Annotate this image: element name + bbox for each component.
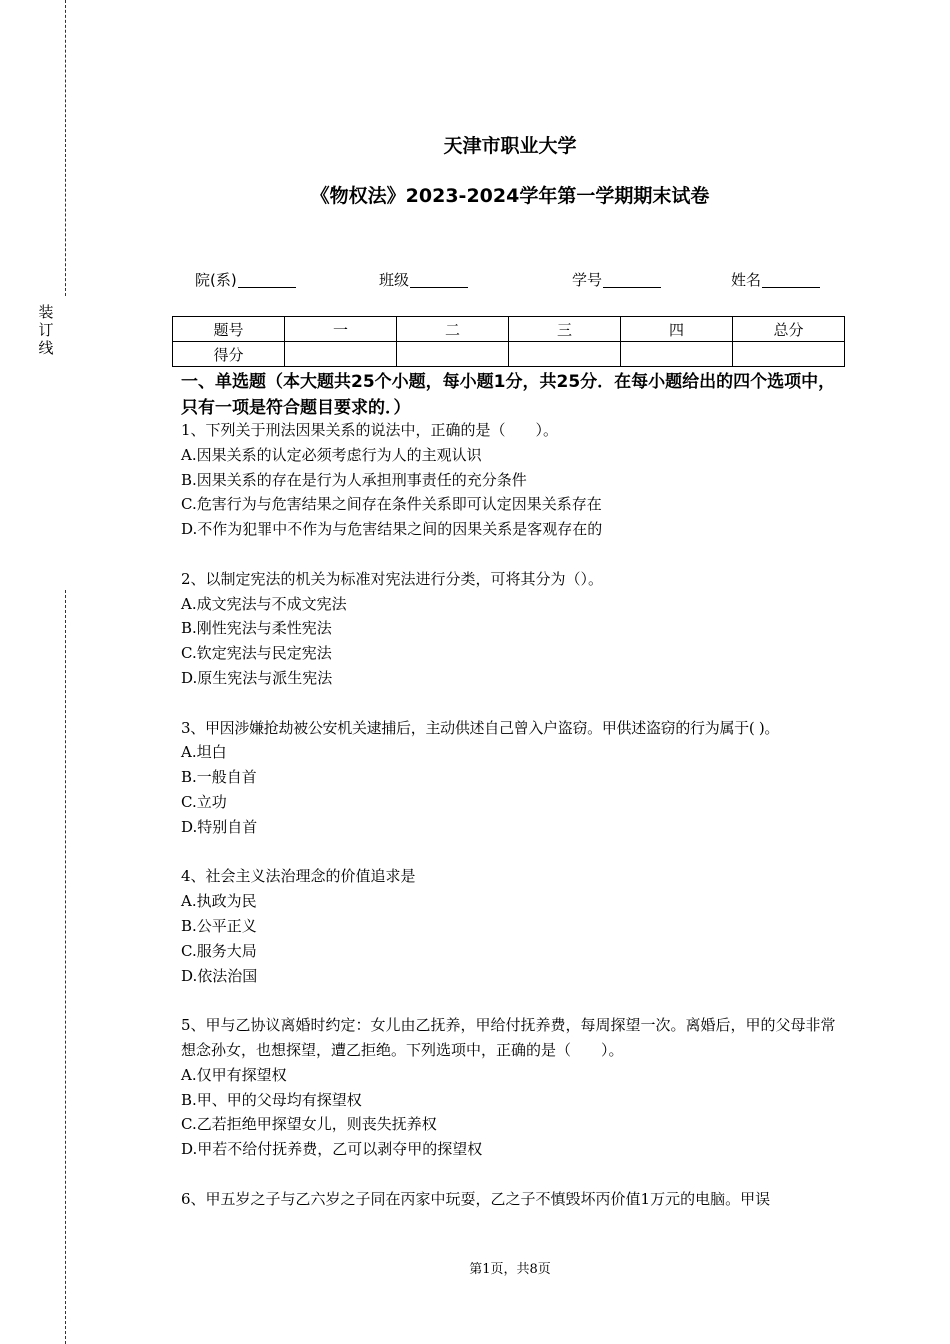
score-cell[interactable]	[509, 342, 621, 367]
option-a[interactable]: A.坦白	[181, 743, 227, 762]
option-c[interactable]: C.服务大局	[181, 941, 257, 960]
question-stem: 6、甲五岁之子与乙六岁之子同在丙家中玩耍，乙之子不慎毁坏丙价值1万元的电脑。甲误	[181, 1189, 771, 1208]
page-footer: 第1页，共8页	[469, 1262, 551, 1277]
option-b[interactable]: B.因果关系的存在是行为人承担刑事责任的充分条件	[181, 470, 527, 489]
option-c[interactable]: C.钦定宪法与民定宪法	[181, 644, 332, 663]
name-field[interactable]	[731, 269, 820, 290]
question-list	[181, 418, 849, 1236]
header-cell-part-2: 二	[397, 317, 509, 342]
exam-title: 《物权法》2023-2024学年第一学期期末试卷	[310, 185, 710, 207]
header-cell-part-1: 一	[285, 317, 397, 342]
score-table-header-row	[173, 317, 845, 342]
student-id-label: 学号	[572, 271, 603, 289]
option-c[interactable]: C.乙若拒绝甲探望女儿，则丧失抚养权	[181, 1115, 437, 1134]
option-b[interactable]: B.公平正义	[181, 916, 257, 935]
option-c[interactable]: C.危害行为与危害结果之间存在条件关系即可认定因果关系存在	[181, 495, 602, 514]
binding-char: 装	[38, 303, 54, 321]
department-label: 院(系)	[195, 271, 237, 289]
question-stem: 2、以制定宪法的机关为标准对宪法进行分类，可将其分为（）。	[181, 569, 604, 588]
option-a[interactable]: A.成文宪法与不成文宪法	[181, 594, 347, 613]
student-id-field[interactable]	[572, 269, 661, 290]
binding-char: 线	[38, 339, 54, 357]
option-d[interactable]: D.依法治国	[181, 966, 258, 985]
option-a[interactable]: A.执政为民	[181, 892, 257, 911]
option-d[interactable]: D.特别自首	[181, 817, 258, 836]
binding-label	[37, 303, 55, 357]
question-stem: 5、甲与乙协议离婚时约定：女儿由乙抚养，甲给付抚养费，每周探望一次。离婚后，甲的父母非常想念孙女，也想探望，遭乙拒绝。下列选项中，正确的是（ ）。	[181, 1016, 836, 1059]
option-b[interactable]: B.一般自首	[181, 768, 257, 787]
score-cell[interactable]	[733, 342, 845, 367]
binding-line-bottom	[65, 590, 66, 1344]
class-blank[interactable]	[410, 271, 468, 288]
option-a[interactable]: A.仅甲有探望权	[181, 1065, 287, 1084]
option-b[interactable]: B.甲、甲的父母均有探望权	[181, 1090, 362, 1109]
option-c[interactable]: C.立功	[181, 792, 227, 811]
score-table-score-row	[173, 342, 845, 367]
question-stem: 4、社会主义法治理念的价值追求是	[181, 867, 416, 886]
score-row-label: 得分	[173, 342, 285, 367]
question-4	[181, 864, 849, 988]
header-cell-part-3: 三	[509, 317, 621, 342]
question-stem: 1、下列关于刑法因果关系的说法中，正确的是（ ）。	[181, 421, 559, 439]
score-table	[172, 316, 845, 367]
option-d[interactable]: D.甲若不给付抚养费，乙可以剥夺甲的探望权	[181, 1140, 483, 1159]
section-1-heading: 一、单选题（本大题共25个小题，每小题1分，共25分．在每小题给出的四个选项中，只有一项是符合题目要求的．）	[181, 372, 836, 418]
question-3	[181, 716, 849, 840]
option-b[interactable]: B.刚性宪法与柔性宪法	[181, 619, 332, 638]
score-cell[interactable]	[397, 342, 509, 367]
question-2	[181, 567, 849, 691]
question-1	[181, 418, 849, 542]
department-field[interactable]	[195, 269, 296, 290]
student-id-blank[interactable]	[603, 271, 661, 288]
name-blank[interactable]	[762, 271, 820, 288]
name-label: 姓名	[731, 271, 762, 289]
class-field[interactable]	[379, 269, 468, 290]
binding-char: 订	[38, 321, 54, 339]
department-blank[interactable]	[238, 271, 296, 288]
option-a[interactable]: A.因果关系的认定必须考虑行为人的主观认识	[181, 445, 482, 464]
header-cell-part-4: 四	[621, 317, 733, 342]
score-cell[interactable]	[285, 342, 397, 367]
question-5	[181, 1013, 849, 1162]
option-d[interactable]: D.原生宪法与派生宪法	[181, 668, 333, 687]
option-d[interactable]: D.不作为犯罪中不作为与危害结果之间的因果关系是客观存在的	[181, 520, 603, 539]
school-title: 天津市职业大学	[443, 135, 577, 157]
header-cell-question-number: 题号	[173, 317, 285, 342]
class-label: 班级	[379, 271, 410, 289]
header-cell-total: 总分	[733, 317, 845, 342]
question-stem: 3、甲因涉嫌抢劫被公安机关逮捕后，主动供述自己曾入户盗窃。甲供述盗窃的行为属于( )。	[181, 718, 780, 737]
score-cell[interactable]	[621, 342, 733, 367]
question-6	[181, 1187, 849, 1212]
